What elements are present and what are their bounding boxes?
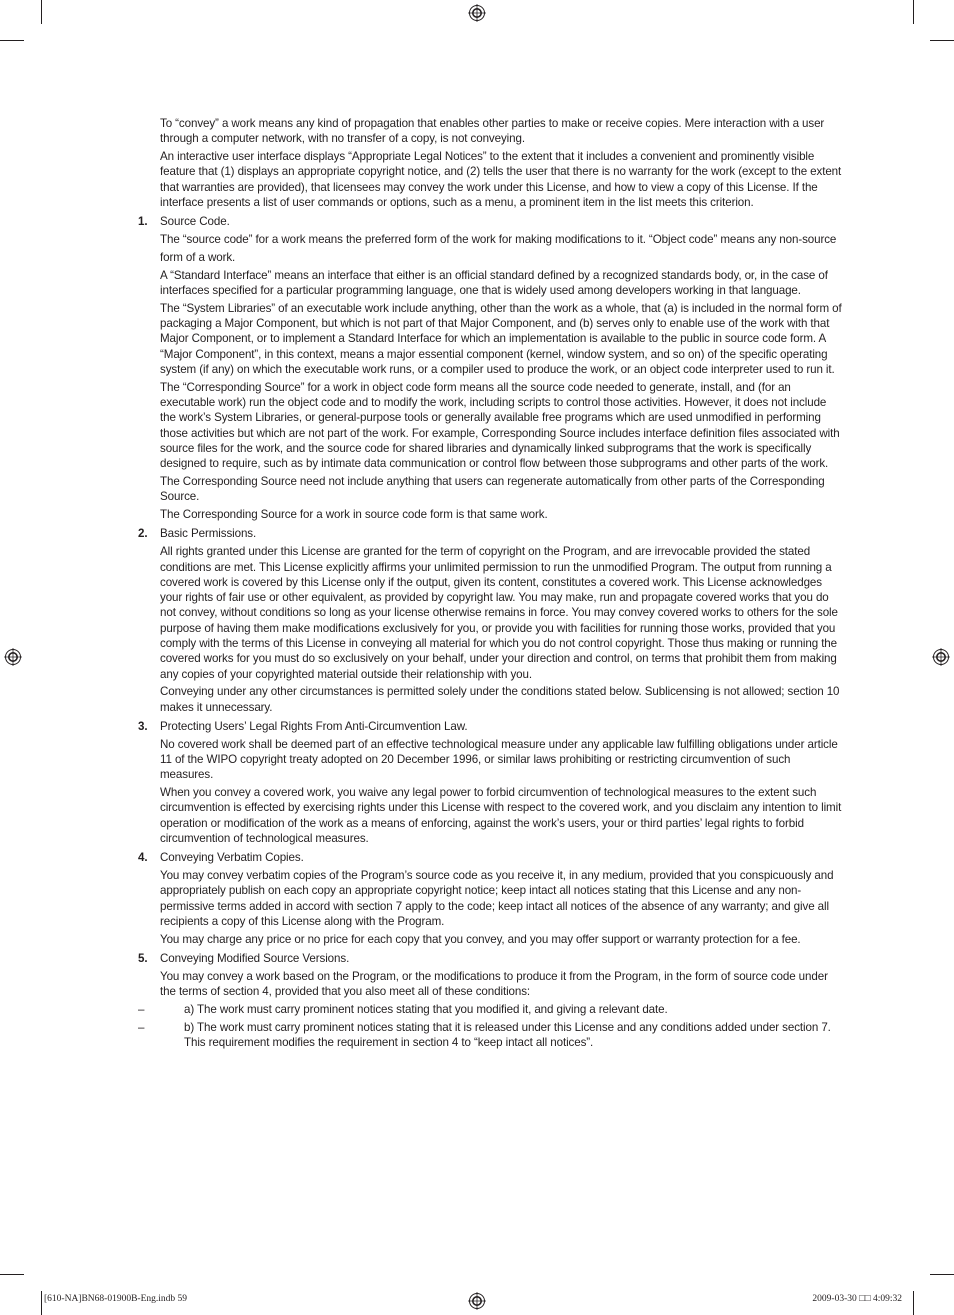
crop-mark: [41, 1291, 42, 1315]
registration-mark-icon: [468, 4, 486, 22]
section-paragraph: The “System Libraries” of an executable work include anything, other than the work as a whole, that (a) is included in the normal form of packaging a Major Component, but which is not part of that Major Component, and (b) serves only to enable use of the work with that Major Component, or to implement a Standard Interface for which an implementation is available to the public in source code form. A “Major Component”, in this context, means a major essential component (kernel, window system, and so on) of the specific operating system (if any) on which the executable work runs, or a compiler used to produce the work, or an object code interpreter used to run it.: [160, 301, 842, 376]
section-paragraph: When you convey a covered work, you waive any legal power to forbid circumvention of technological measures to the extent such circumvention is effected by exercising rights under this License with respect to the covered work, and you disclaim any intention to limit operation or modification of the work as a means of enforcing, against the work’s users, your or third parties’ legal rights to forbid circumvention of technological measures.: [160, 786, 842, 846]
section-paragraph: You may convey verbatim copies of the Program’s source code as you receive it, in any medium, provided that you conspicuously and appropriately publish on each copy an appropriate copyright notice; keep intact all notices stating that this License and any non-permissive terms added in accord with section 7 apply to the code; keep intact all notices of the absence of any warranty; and give all recipients a copy of this License along with the Program.: [160, 869, 834, 929]
registration-mark-icon: [468, 1292, 486, 1310]
section-number: 1.: [138, 215, 148, 229]
crop-mark: [913, 0, 914, 24]
document-body: [138, 116, 844, 1053]
section-paragraph: All rights granted under this License are granted for the term of copyright on the Program, and are irrevocable provided the stated conditions are met. This License explicitly affirms your unlimited permission to run the unmodified Program. The output from running a covered work is covered by this License only if the output, given its content, constitutes a covered work. This License acknowledges your rights of fair use or other equivalent, as provided by copyright law. You may make, run and propagate covered works that you do not convey, without conditions so long as your license otherwise remains in force. You may convey covered works to others for the sole purpose of having them make modifications exclusively for you, or provide you with facilities for running those works, provided that you comply with the terms of this License in conveying all material for which you do not control copyright. Those thus making or running the covered works for you must do so exclusively on your behalf, under your direction and control, on terms that prohibit them from making any copies of your copyrighted material outside their relationship with you.: [160, 545, 838, 681]
list-item-text: a) The work must carry prominent notices stating that you modified it, and giving a relevant date.: [184, 1003, 668, 1017]
footer-timestamp: 2009-03-30 □□ 4:09:32: [812, 1294, 902, 1304]
list-item-text: b) The work must carry prominent notices stating that it is released under this License and any conditions added under section 7. This requirement modifies the requirement in section 4 to “keep intact all notices”.: [184, 1020, 831, 1050]
crop-mark: [0, 1274, 24, 1275]
section-number: 3.: [138, 719, 148, 733]
section-title: Protecting Users’ Legal Rights From Anti-Circumvention Law.: [160, 719, 468, 733]
section-title: Conveying Verbatim Copies.: [160, 851, 304, 865]
intro-paragraph: An interactive user interface displays “Appropriate Legal Notices” to the extent that it includes a convenient and prominently visible feature that (1) displays an appropriate copyright notice, and (2) tells the user that there is no warranty for the work (except to the extent that warranties are provided), that licensees may convey the work under this License, and how to view a copy of this License. If the interface presents a list of user commands or options, such as a menu, a prominent item in the list meets this criterion.: [160, 150, 842, 209]
dash-bullet: –: [138, 1003, 145, 1017]
section-paragraph: A “Standard Interface” means an interface that either is an official standard defined by a recognized standards body, or, in the case of interfaces specified for a particular programming language, one that is widely used among developers working in that language.: [160, 268, 828, 297]
registration-mark-icon: [4, 648, 22, 666]
section-heading: [138, 214, 844, 229]
list-item: [138, 1002, 844, 1017]
section-title: Basic Permissions.: [160, 527, 257, 541]
section-number: 4.: [138, 851, 148, 865]
registration-mark-icon: [932, 648, 950, 666]
crop-mark: [930, 1274, 954, 1275]
section-paragraph: Conveying under any other circumstances is permitted solely under the conditions stated below. Sublicensing is not allowed; section 10 makes it unnecessary.: [160, 685, 840, 714]
section-heading: [138, 719, 844, 734]
dash-bullet: –: [138, 1020, 145, 1034]
section-heading: [138, 951, 844, 966]
intro-paragraph: To “convey” a work means any kind of propagation that enables other parties to make or receive copies. Mere interaction with a user through a computer network, with no transfer of a copy, is not conveying.: [160, 117, 825, 146]
section-number: 2.: [138, 527, 148, 541]
section-heading: [138, 526, 844, 541]
list-item: [138, 1020, 844, 1051]
footer-file-info: [610-NA]BN68-01900B-Eng.indb 59: [44, 1294, 188, 1304]
section-paragraph: You may convey a work based on the Program, or the modifications to produce it from the Program, in the form of source code under the terms of section 4, provided that you also meet all of these conditions:: [160, 969, 828, 999]
section-paragraph: No covered work shall be deemed part of an effective technological measure under any applicable law fulfilling obligations under article 11 of the WIPO copyright treaty adopted on 20 December 1996, or similar laws prohibiting or restricting circumvention of such measures.: [160, 737, 838, 782]
section-title: Conveying Modified Source Versions.: [160, 952, 350, 966]
crop-mark: [930, 40, 954, 41]
section-paragraph: The Corresponding Source need not include anything that users can regenerate automatically from other parts of the Corresponding Source.: [160, 475, 825, 504]
section-paragraph: The “source code” for a work means the preferred form of the work for making modifications to it. “Object code” means any non-source: [160, 233, 837, 247]
crop-mark: [41, 0, 42, 24]
section-title: Source Code.: [160, 215, 230, 229]
section-paragraph: You may charge any price or no price for each copy that you convey, and you may offer support or warranty protection for a fee.: [160, 932, 801, 946]
crop-mark: [913, 1291, 914, 1315]
section-paragraph: The “Corresponding Source” for a work in object code form means all the source code needed to generate, install, and (for an executable work) run the object code and to modify the work, including scripts to control those activities. However, it does not include the work’s System Libraries, or general-purpose tools or generally available free programs which are used unmodified in performing those activities but which are not part of the work. For example, Corresponding Source includes interface definition files associated with source files for the work, and the source code for shared libraries and dynamically linked subprograms that the work is specifically designed to require, such as by intimate data communication or control flow between those subprograms and other parts of the work.: [160, 380, 840, 471]
section-paragraph: form of a work.: [160, 250, 236, 264]
section-number: 5.: [138, 952, 148, 966]
section-paragraph: The Corresponding Source for a work in source code form is that same work.: [160, 508, 548, 522]
crop-mark: [0, 40, 24, 41]
section-heading: [138, 850, 844, 865]
